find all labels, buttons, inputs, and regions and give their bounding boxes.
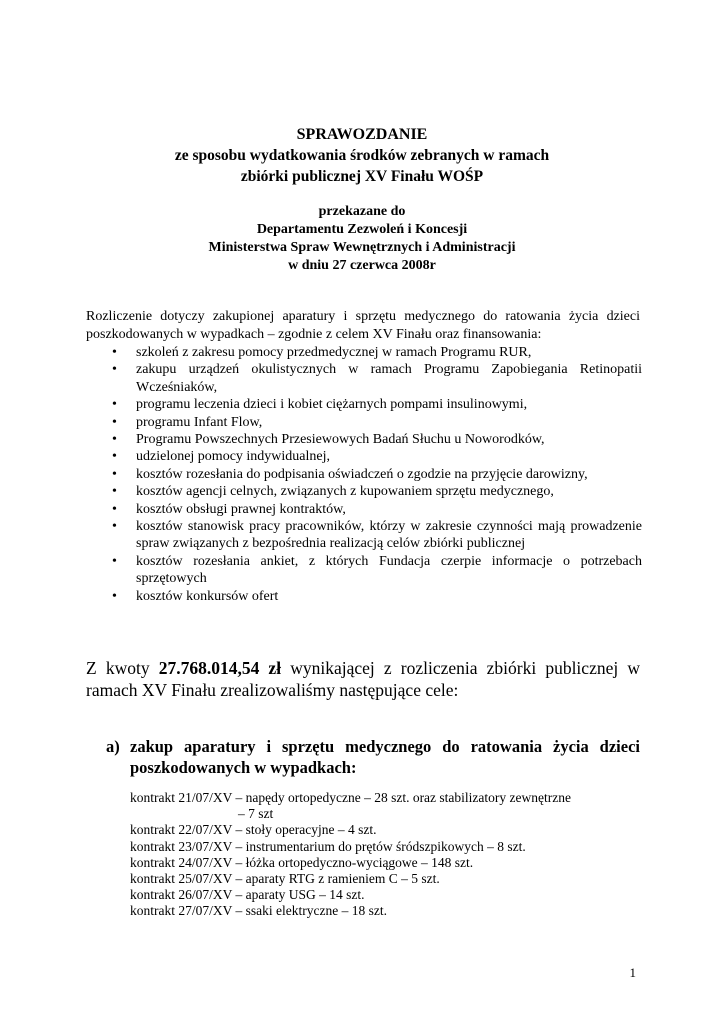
contract-item: kontrakt 22/07/XV – stoły operacyjne – 4 szt. xyxy=(130,822,377,838)
list-item: • kosztów agencji celnych, związanych z kupowaniem sprzętu medycznego, xyxy=(108,483,642,500)
contract-item: kontrakt 26/07/XV – aparaty USG – 14 szt. xyxy=(130,887,365,903)
section-a-marker: a) xyxy=(106,737,120,756)
list-item: • kosztów obsługi prawnej kontraktów, xyxy=(108,501,642,518)
report-subtitle-line2: zbiórki publicznej XV Finału WOŚP xyxy=(240,168,484,185)
summary-amount: 27.768.014,54 zł xyxy=(158,658,282,678)
list-item: • programu Infant Flow, xyxy=(108,414,642,431)
list-item: • kosztów rozesłania ankiet, z których Fundacja czerpie informacje o potrzebach sprzętowych xyxy=(108,553,642,588)
list-item: • zakupu urządzeń okulistycznych w ramach Programu Zapobiegania Retinopatii Wcześniaków, xyxy=(108,361,642,396)
contract-item: kontrakt 27/07/XV – ssaki elektryczne – 18 szt. xyxy=(130,903,387,919)
submission-line1: przekazane do xyxy=(318,204,406,219)
list-item: • kosztów stanowisk pracy pracowników, którzy w zakresie czynności mają prowadzenie spraw związanych z bezpośrednia realizacją celów zbiórki publicznej xyxy=(108,518,642,553)
list-item: • udzielonej pomocy indywidualnej, xyxy=(108,448,642,465)
page-number: 1 xyxy=(629,965,636,980)
submission-line4: w dniu 27 czerwca 2008r xyxy=(288,258,436,273)
report-subtitle-line1: ze sposobu wydatkowania środków zebranych w ramach xyxy=(174,147,550,164)
section-a-text: zakup aparatury i sprzętu medycznego do ratowania życia dzieci poszkodowanych w wypadkach: xyxy=(130,737,640,777)
submission-line2: Departamentu Zezwoleń i Koncesji xyxy=(256,222,468,237)
submission-info xyxy=(0,203,724,275)
financing-list xyxy=(108,344,642,605)
submission-line3: Ministerstwa Spraw Wewnętrznych i Administracji xyxy=(208,240,516,255)
summary-suffix: wynikającej z rozliczenia zbiórki publicznej w ramach XV Finału zrealizowaliśmy następujące cele: xyxy=(86,658,640,700)
contract-item-continuation: – 7 szt xyxy=(238,806,274,822)
intro-paragraph: Rozliczenie dotyczy zakupionej aparatury i sprzętu medycznego do ratowania życia dzieci poszkodowanych w wypadkach – zgodnie z celem XV Finału oraz finansowania: xyxy=(86,309,640,342)
contract-item: kontrakt 23/07/XV – instrumentarium do prętów śródszpikowych – 8 szt. xyxy=(130,838,526,854)
contract-item: kontrakt 21/07/XV – napędy ortopedyczne – 28 szt. oraz stabilizatory zewnętrzne xyxy=(130,790,571,805)
list-item: • programu leczenia dzieci i kobiet ciężarnych pompami insulinowymi, xyxy=(108,396,642,413)
summary-prefix: Z kwoty xyxy=(86,658,159,678)
contract-item: kontrakt 25/07/XV – aparaty RTG z ramieniem C – 5 szt. xyxy=(130,871,440,887)
contracts-list xyxy=(130,790,650,920)
list-item: • Programu Powszechnych Przesiewowych Badań Słuchu u Noworodków, xyxy=(108,431,642,448)
contract-item: kontrakt 24/07/XV – łóżka ortopedyczno-wyciągowe – 148 szt. xyxy=(130,854,474,870)
summary-paragraph xyxy=(86,657,640,701)
report-header xyxy=(0,124,724,187)
report-title: SPRAWOZDANIE xyxy=(296,126,428,143)
list-item: • kosztów rozesłania do podpisania oświadczeń o zgodzie na przyjęcie darowizny, xyxy=(108,466,642,483)
section-a-heading xyxy=(106,736,640,778)
list-item: • kosztów konkursów ofert xyxy=(108,588,642,605)
list-item: • szkoleń z zakresu pomocy przedmedycznej w ramach Programu RUR, xyxy=(108,344,642,361)
